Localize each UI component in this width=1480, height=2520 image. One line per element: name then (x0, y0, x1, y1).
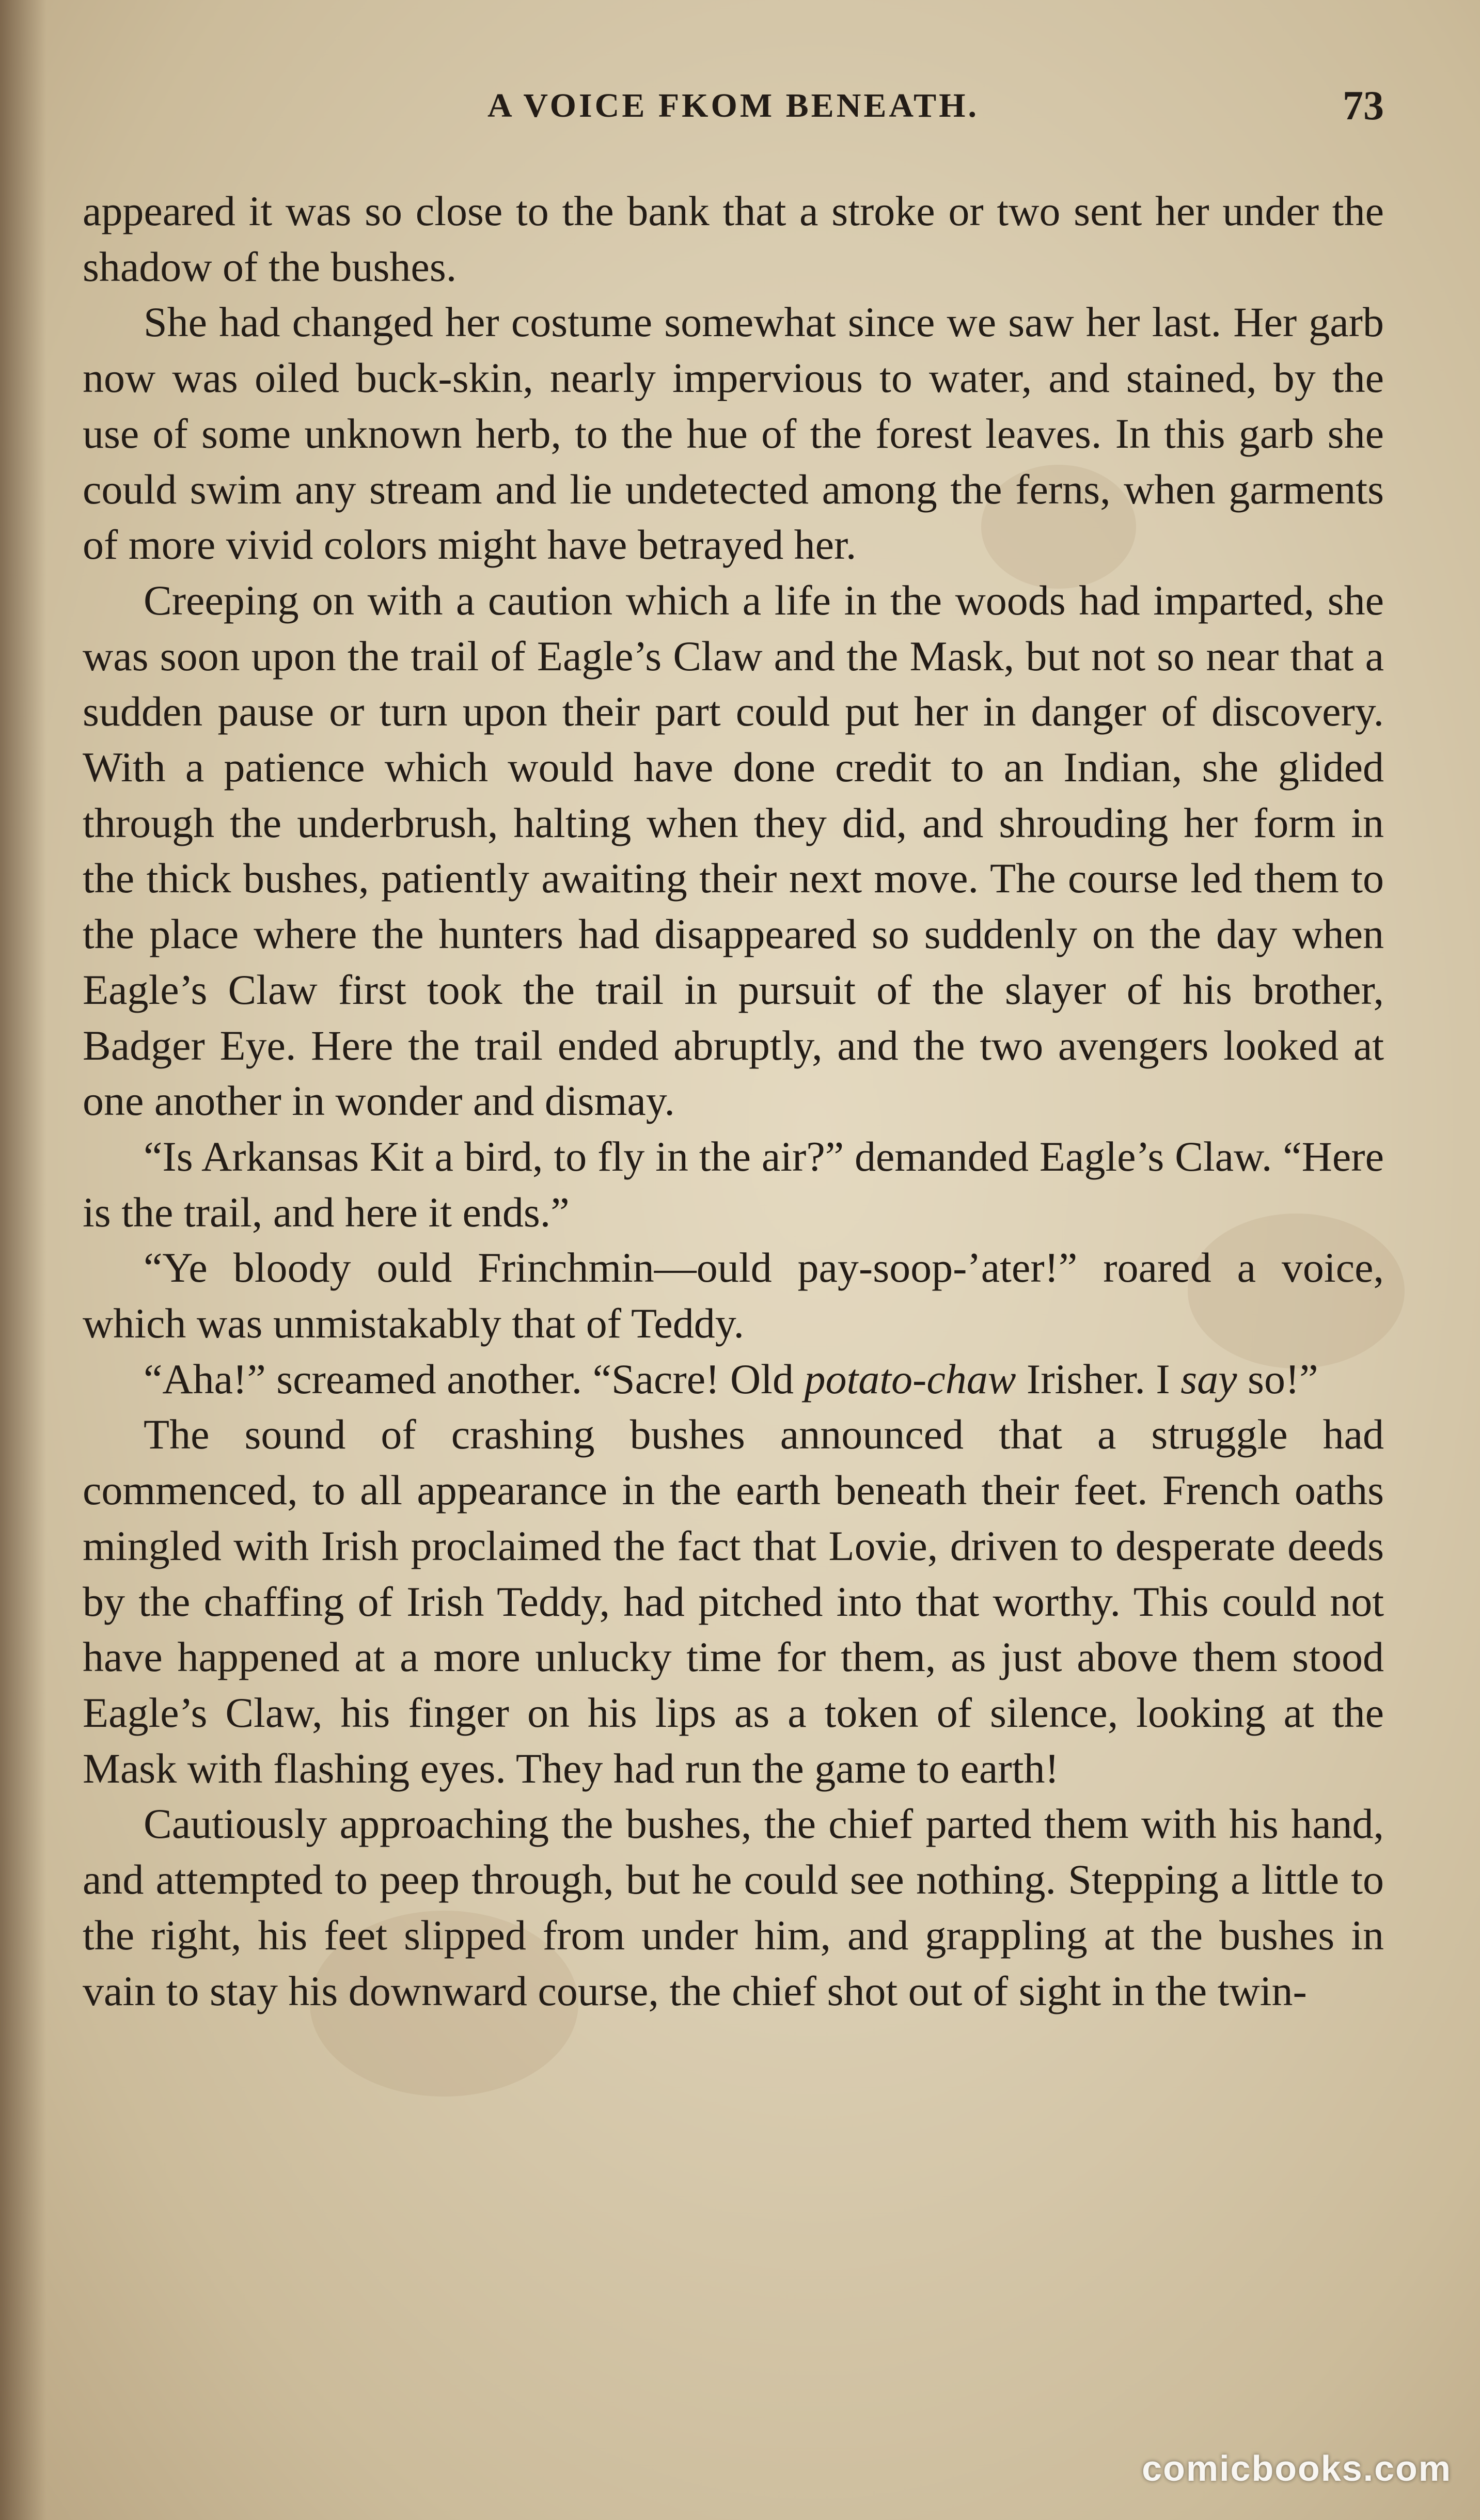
dialogue-text: so!” (1237, 1355, 1318, 1403)
page-spine-shadow (0, 0, 46, 2520)
page-number: 73 (1343, 83, 1384, 129)
paragraph: Creeping on with a caution which a life in the woods had imparted, she was soon upon the trail of Eagle’s Claw and the Mask, but not so near that a sudden pause or turn upon their part could put her in danger of discovery. With a patience which would have done credit to an Indian, she glided through the underbrush, halting when they did, and shrouding her form in the thick bushes, patiently awaiting their next move. The course led them to the place where the hunters had disappeared so suddenly on the day when Eagle’s Claw first took the trail in pursuit of the slayer of his brother, Badger Eye. Here the trail ended abruptly, and the two avengers looked at one another in wonder and dismay. (83, 576, 1384, 1125)
dialogue-text: “Aha!” screamed another. “Sacre! Old (144, 1355, 805, 1403)
page-header (83, 77, 1384, 134)
paragraph: Cautiously approaching the bushes, the chief parted them with his hand, and attempted to peep through, but he could see nothing. Stepping a little to the right, his feet slipped from under him, and grappling at the bushes in vain to stay his downward course, the chief shot out of sight in the twin- (83, 1800, 1384, 2014)
paragraph: “Ye bloody ould Frinchmin—ould pay-soop-’ater!” roared a voice, which was unmistakably that of Teddy. (83, 1244, 1384, 1347)
dialogue-text: Irisher. I (1016, 1355, 1181, 1403)
italic-phrase: say (1180, 1355, 1237, 1403)
body-text (83, 183, 1384, 2019)
paragraph: “Is Arkansas Kit a bird, to fly in the air?” demanded Eagle’s Claw. “Here is the trail, and here it ends.” (83, 1132, 1384, 1236)
italic-phrase: potato-chaw (804, 1355, 1016, 1403)
paragraph: appeared it was so close to the bank that a stroke or two sent her under the shadow of the bushes. (83, 187, 1384, 290)
paragraph: The sound of crashing bushes announced that a struggle had commenced, to all appearance in the earth beneath their feet. French oaths mingled with Irish proclaimed the fact that Lovie, driven to desperate deeds by the chaffing of Irish Teddy, had pitched into that worthy. This could not have happened at a more unlucky time for them, as just above them stood Eagle’s Claw, his finger on his lips as a token of silence, looking at the Mask with flashing eyes. They had run the game to earth! (83, 1411, 1384, 1792)
watermark: comicbooks.com (1142, 2448, 1452, 2488)
running-head: A VOICE FKOM BENEATH. (487, 87, 979, 124)
paragraph (83, 1351, 1384, 1407)
paragraph: She had changed her costume somewhat since we saw her last. Her garb now was oiled buck-skin, nearly impervious to water, and stained, by the use of some unknown herb, to the hue of the forest leaves. In this garb she could swim any stream and lie undetected among the ferns, when garments of more vivid colors might have betrayed her. (83, 298, 1384, 569)
